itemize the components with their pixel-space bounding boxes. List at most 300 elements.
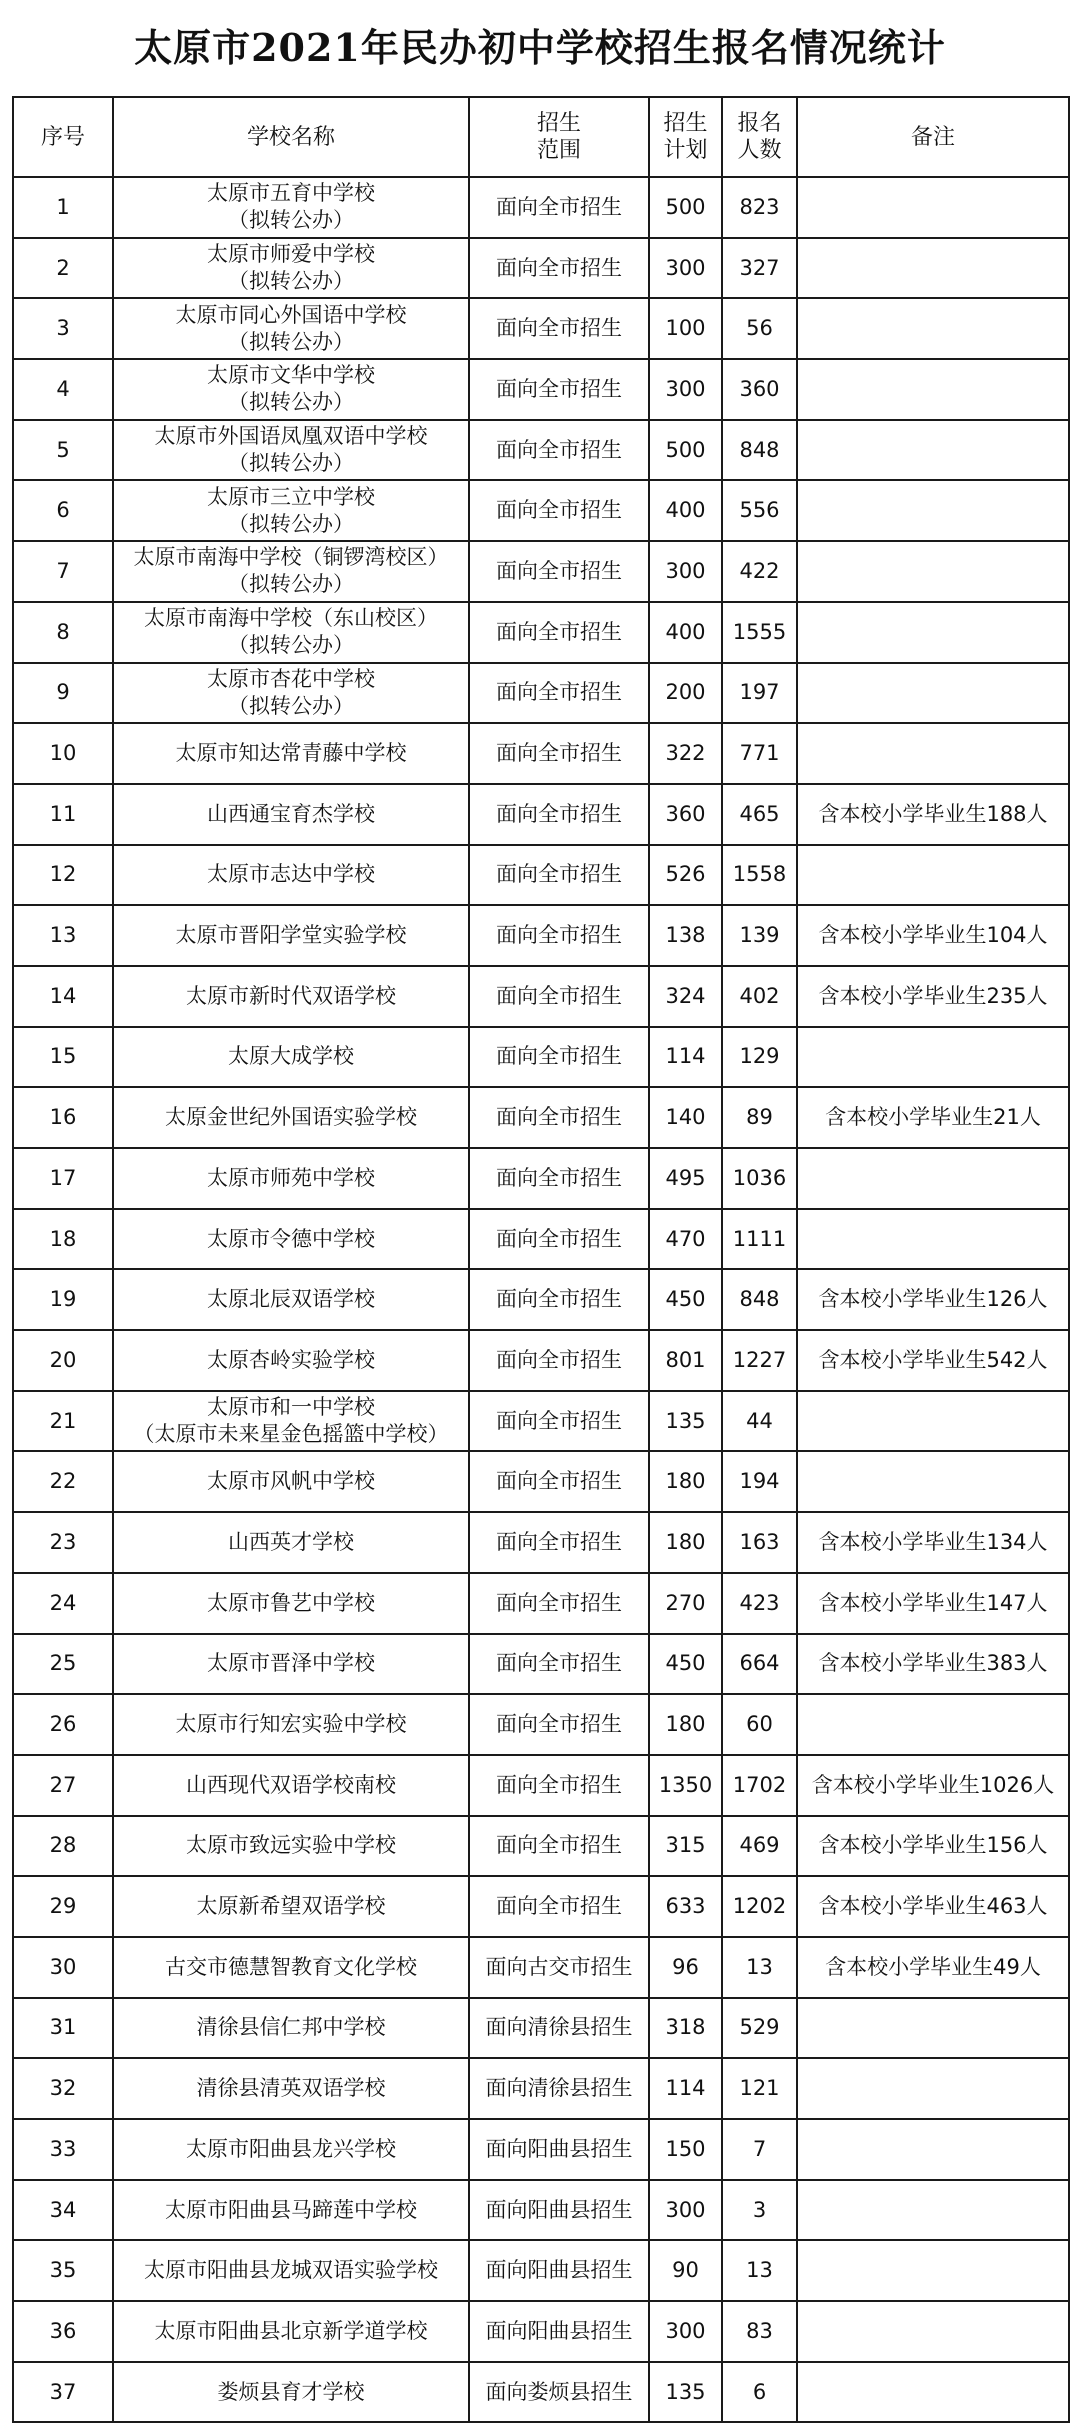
row-range: 面向全市招生 (469, 1694, 649, 1755)
table-row (13, 359, 1069, 420)
row-no: 22 (13, 1451, 113, 1512)
row-note: 含本校小学毕业生235人 (797, 966, 1069, 1027)
table-row (13, 1391, 1069, 1452)
row-plan: 324 (649, 966, 722, 1027)
school-name-text: 太原市师爱中学校 (207, 242, 375, 267)
row-plan: 526 (649, 845, 722, 906)
row-count: 89 (722, 1087, 797, 1148)
school-name-text: 太原市阳曲县龙兴学校 (186, 2136, 396, 2161)
row-no: 1 (13, 177, 113, 238)
row-school-name (113, 602, 469, 663)
row-school-name (113, 1937, 469, 1998)
row-school-name (113, 541, 469, 602)
row-range: 面向清徐县招生 (469, 2058, 649, 2119)
row-range: 面向全市招生 (469, 784, 649, 845)
row-no: 18 (13, 1209, 113, 1270)
row-no: 21 (13, 1391, 113, 1452)
row-no: 5 (13, 420, 113, 481)
table-row (13, 1937, 1069, 1998)
table-row (13, 1512, 1069, 1573)
table-row (13, 1087, 1069, 1148)
row-range: 面向全市招生 (469, 602, 649, 663)
row-plan: 801 (649, 1330, 722, 1391)
row-note: 含本校小学毕业生21人 (797, 1087, 1069, 1148)
school-name-text: 太原市和一中学校 (207, 1395, 375, 1420)
row-school-name (113, 480, 469, 541)
row-count: 1558 (722, 845, 797, 906)
header-plan-line-1: 招生 (663, 111, 708, 136)
row-note (797, 238, 1069, 299)
table-row (13, 663, 1069, 724)
row-note (797, 541, 1069, 602)
row-no: 31 (13, 1998, 113, 2059)
row-no: 7 (13, 541, 113, 602)
row-count: 402 (722, 966, 797, 1027)
table-row (13, 966, 1069, 1027)
school-name-text: 山西现代双语学校南校 (186, 1772, 396, 1797)
row-count: 129 (722, 1027, 797, 1088)
row-count: 1202 (722, 1876, 797, 1937)
row-no: 35 (13, 2240, 113, 2301)
row-no: 29 (13, 1876, 113, 1937)
table-row (13, 1998, 1069, 2059)
row-range: 面向阳曲县招生 (469, 2301, 649, 2362)
school-name-text: 太原市鲁艺中学校 (207, 1590, 375, 1615)
row-range: 面向全市招生 (469, 420, 649, 481)
row-note: 含本校小学毕业生49人 (797, 1937, 1069, 1998)
row-range: 面向全市招生 (469, 1391, 649, 1452)
row-range: 面向阳曲县招生 (469, 2180, 649, 2241)
table-row (13, 1330, 1069, 1391)
row-count: 823 (722, 177, 797, 238)
row-plan: 400 (649, 480, 722, 541)
row-school-name (113, 1330, 469, 1391)
table-row (13, 1269, 1069, 1330)
table-row (13, 298, 1069, 359)
row-school-name (113, 1512, 469, 1573)
row-no: 11 (13, 784, 113, 845)
row-note: 含本校小学毕业生463人 (797, 1876, 1069, 1937)
school-name-text: 太原市令德中学校 (207, 1226, 375, 1251)
row-range: 面向全市招生 (469, 1148, 649, 1209)
school-name-text: 太原市南海中学校（铜锣湾校区） (133, 545, 449, 570)
row-plan: 470 (649, 1209, 722, 1270)
row-school-name (113, 1391, 469, 1452)
row-range: 面向全市招生 (469, 1027, 649, 1088)
row-note (797, 480, 1069, 541)
row-no: 12 (13, 845, 113, 906)
row-range: 面向阳曲县招生 (469, 2119, 649, 2180)
row-plan: 150 (649, 2119, 722, 2180)
table-row (13, 905, 1069, 966)
table-row (13, 177, 1069, 238)
school-name-text: 太原金世纪外国语实验学校 (165, 1105, 417, 1130)
row-plan: 300 (649, 359, 722, 420)
row-range: 面向全市招生 (469, 1573, 649, 1634)
row-note: 含本校小学毕业生156人 (797, 1816, 1069, 1877)
row-school-name (113, 2240, 469, 2301)
row-count: 360 (722, 359, 797, 420)
row-note (797, 723, 1069, 784)
school-name-text: 太原北辰双语学校 (207, 1287, 375, 1312)
row-no: 8 (13, 602, 113, 663)
table-row (13, 1027, 1069, 1088)
row-range: 面向全市招生 (469, 1209, 649, 1270)
school-name-text: 太原市阳曲县北京新学道学校 (154, 2318, 428, 2343)
row-no: 25 (13, 1634, 113, 1695)
row-count: 7 (722, 2119, 797, 2180)
row-note (797, 1451, 1069, 1512)
row-range: 面向全市招生 (469, 541, 649, 602)
row-plan: 140 (649, 1087, 722, 1148)
row-school-name (113, 905, 469, 966)
row-count: 60 (722, 1694, 797, 1755)
row-school-name (113, 845, 469, 906)
row-note (797, 2058, 1069, 2119)
row-no: 16 (13, 1087, 113, 1148)
header-plan-line-2: 计划 (663, 138, 708, 163)
row-school-name (113, 420, 469, 481)
row-note (797, 845, 1069, 906)
row-note (797, 1391, 1069, 1452)
school-name-text: 太原市晋泽中学校 (207, 1651, 375, 1676)
row-count: 6 (722, 2362, 797, 2423)
row-count: 664 (722, 1634, 797, 1695)
row-no: 26 (13, 1694, 113, 1755)
row-plan: 500 (649, 420, 722, 481)
header-count-line-1: 报名 (737, 111, 782, 136)
row-no: 9 (13, 663, 113, 724)
table-row (13, 1634, 1069, 1695)
row-range: 面向全市招生 (469, 1512, 649, 1573)
school-name-text: 太原市三立中学校 (207, 484, 375, 509)
school-name-text: 太原市杏花中学校 (207, 666, 375, 691)
row-note (797, 1209, 1069, 1270)
school-name-text: 太原市阳曲县马蹄莲中学校 (165, 2197, 417, 2222)
row-count: 1702 (722, 1755, 797, 1816)
row-plan: 318 (649, 1998, 722, 2059)
row-no: 37 (13, 2362, 113, 2423)
row-plan: 495 (649, 1148, 722, 1209)
row-note (797, 2301, 1069, 2362)
header-note: 备注 (797, 97, 1069, 177)
table-row (13, 1209, 1069, 1270)
row-count: 423 (722, 1573, 797, 1634)
row-note (797, 2119, 1069, 2180)
table-row (13, 2301, 1069, 2362)
school-name-subtitle: （拟转公办） (228, 511, 354, 536)
row-no: 27 (13, 1755, 113, 1816)
school-name-subtitle: （拟转公办） (228, 390, 354, 415)
row-school-name (113, 1634, 469, 1695)
row-note (797, 2180, 1069, 2241)
row-count: 1555 (722, 602, 797, 663)
row-school-name (113, 1269, 469, 1330)
row-count: 848 (722, 420, 797, 481)
row-school-name (113, 1573, 469, 1634)
row-range: 面向全市招生 (469, 1634, 649, 1695)
row-school-name (113, 1209, 469, 1270)
row-count: 1036 (722, 1148, 797, 1209)
school-name-text: 太原市风帆中学校 (207, 1469, 375, 1494)
row-count: 771 (722, 723, 797, 784)
school-name-text: 太原市文华中学校 (207, 363, 375, 388)
row-count: 83 (722, 2301, 797, 2362)
school-name-subtitle: （拟转公办） (228, 451, 354, 476)
header-school-name: 学校名称 (113, 97, 469, 177)
row-no: 19 (13, 1269, 113, 1330)
row-count: 556 (722, 480, 797, 541)
row-range: 面向全市招生 (469, 238, 649, 299)
row-school-name (113, 2119, 469, 2180)
row-note: 含本校小学毕业生188人 (797, 784, 1069, 845)
school-name-text: 清徐县清英双语学校 (196, 2076, 386, 2101)
table-row (13, 1876, 1069, 1937)
row-range: 面向娄烦县招生 (469, 2362, 649, 2423)
page-title: 太原市2021年民办初中学校招生报名情况统计 (134, 25, 946, 70)
row-no: 2 (13, 238, 113, 299)
table-row (13, 420, 1069, 481)
row-range: 面向阳曲县招生 (469, 2240, 649, 2301)
row-range: 面向全市招生 (469, 723, 649, 784)
row-plan: 96 (649, 1937, 722, 1998)
row-range: 面向全市招生 (469, 1755, 649, 1816)
row-school-name (113, 1876, 469, 1937)
row-count: 56 (722, 298, 797, 359)
row-school-name (113, 1816, 469, 1877)
row-plan: 300 (649, 2301, 722, 2362)
row-count: 121 (722, 2058, 797, 2119)
table-row (13, 1451, 1069, 1512)
row-note (797, 663, 1069, 724)
row-school-name (113, 723, 469, 784)
row-school-name (113, 2362, 469, 2423)
row-school-name (113, 966, 469, 1027)
row-plan: 450 (649, 1269, 722, 1330)
row-note: 含本校小学毕业生383人 (797, 1634, 1069, 1695)
row-count: 139 (722, 905, 797, 966)
school-name-subtitle: （拟转公办） (228, 269, 354, 294)
row-range: 面向清徐县招生 (469, 1998, 649, 2059)
school-name-text: 太原市同心外国语中学校 (175, 302, 407, 327)
school-name-text: 太原市师苑中学校 (207, 1165, 375, 1190)
school-name-text: 太原市五育中学校 (207, 181, 375, 206)
school-name-subtitle: （拟转公办） (228, 208, 354, 233)
row-no: 4 (13, 359, 113, 420)
table-row (13, 238, 1069, 299)
row-note: 含本校小学毕业生147人 (797, 1573, 1069, 1634)
row-note (797, 359, 1069, 420)
header-no: 序号 (13, 97, 113, 177)
row-no: 24 (13, 1573, 113, 1634)
header-plan (649, 97, 722, 177)
row-note: 含本校小学毕业生542人 (797, 1330, 1069, 1391)
row-plan: 100 (649, 298, 722, 359)
row-count: 1227 (722, 1330, 797, 1391)
header-range-line-1: 招生 (536, 111, 581, 136)
row-plan: 1350 (649, 1755, 722, 1816)
table-row (13, 1573, 1069, 1634)
row-note (797, 1027, 1069, 1088)
row-school-name (113, 784, 469, 845)
school-name-subtitle: （太原市未来星金色摇篮中学校） (133, 1422, 449, 1447)
row-school-name (113, 1451, 469, 1512)
row-note: 含本校小学毕业生134人 (797, 1512, 1069, 1573)
row-note: 含本校小学毕业生126人 (797, 1269, 1069, 1330)
row-plan: 400 (649, 602, 722, 663)
row-plan: 270 (649, 1573, 722, 1634)
row-count: 163 (722, 1512, 797, 1573)
row-range: 面向全市招生 (469, 177, 649, 238)
row-range: 面向全市招生 (469, 966, 649, 1027)
row-plan: 90 (649, 2240, 722, 2301)
row-count: 197 (722, 663, 797, 724)
row-school-name (113, 1087, 469, 1148)
row-no: 28 (13, 1816, 113, 1877)
row-school-name (113, 359, 469, 420)
header-range-line-2: 范围 (536, 138, 581, 163)
row-no: 33 (13, 2119, 113, 2180)
row-range: 面向全市招生 (469, 1876, 649, 1937)
row-note (797, 1998, 1069, 2059)
row-range: 面向全市招生 (469, 1269, 649, 1330)
table-row (13, 723, 1069, 784)
school-name-text: 太原市新时代双语学校 (186, 983, 396, 1008)
school-name-text: 太原市行知宏实验中学校 (175, 1712, 407, 1737)
row-count: 1111 (722, 1209, 797, 1270)
school-name-text: 太原大成学校 (228, 1044, 354, 1069)
row-no: 15 (13, 1027, 113, 1088)
table-row (13, 1816, 1069, 1877)
row-plan: 300 (649, 2180, 722, 2241)
row-school-name (113, 2058, 469, 2119)
school-name-text: 古交市德慧智教育文化学校 (165, 1954, 417, 1979)
row-school-name (113, 1755, 469, 1816)
row-note (797, 298, 1069, 359)
row-count: 529 (722, 1998, 797, 2059)
table-row (13, 2240, 1069, 2301)
school-name-text: 太原市阳曲县龙城双语实验学校 (144, 2258, 438, 2283)
row-range: 面向全市招生 (469, 298, 649, 359)
school-name-text: 太原杏岭实验学校 (207, 1347, 375, 1372)
row-school-name (113, 298, 469, 359)
table-row (13, 2058, 1069, 2119)
row-plan: 500 (649, 177, 722, 238)
row-note (797, 420, 1069, 481)
table-row (13, 541, 1069, 602)
row-range: 面向全市招生 (469, 845, 649, 906)
row-note (797, 1148, 1069, 1209)
row-range: 面向全市招生 (469, 359, 649, 420)
row-count: 3 (722, 2180, 797, 2241)
row-note (797, 2240, 1069, 2301)
row-plan: 450 (649, 1634, 722, 1695)
row-range: 面向全市招生 (469, 905, 649, 966)
row-no: 17 (13, 1148, 113, 1209)
row-no: 32 (13, 2058, 113, 2119)
row-no: 10 (13, 723, 113, 784)
school-name-text: 太原市晋阳学堂实验学校 (175, 923, 407, 948)
row-plan: 180 (649, 1694, 722, 1755)
table-row (13, 845, 1069, 906)
table-row (13, 480, 1069, 541)
row-range: 面向全市招生 (469, 480, 649, 541)
row-no: 34 (13, 2180, 113, 2241)
school-name-subtitle: （拟转公办） (228, 633, 354, 658)
row-range: 面向全市招生 (469, 1451, 649, 1512)
table-header-row (13, 97, 1069, 177)
row-count: 13 (722, 2240, 797, 2301)
school-name-text: 娄烦县育才学校 (217, 2379, 365, 2404)
row-plan: 360 (649, 784, 722, 845)
school-name-text: 太原市南海中学校（东山校区） (144, 606, 438, 631)
row-school-name (113, 177, 469, 238)
row-plan: 180 (649, 1451, 722, 1512)
row-school-name (113, 1148, 469, 1209)
school-name-subtitle: （拟转公办） (228, 693, 354, 718)
school-name-subtitle: （拟转公办） (228, 329, 354, 354)
row-no: 6 (13, 480, 113, 541)
row-plan: 322 (649, 723, 722, 784)
row-count: 469 (722, 1816, 797, 1877)
table-row (13, 2180, 1069, 2241)
row-no: 20 (13, 1330, 113, 1391)
row-plan: 114 (649, 2058, 722, 2119)
table-row (13, 1694, 1069, 1755)
row-plan: 300 (649, 541, 722, 602)
school-name-text: 太原新希望双语学校 (196, 1894, 386, 1919)
row-count: 465 (722, 784, 797, 845)
row-count: 13 (722, 1937, 797, 1998)
table-row (13, 784, 1069, 845)
row-school-name (113, 2301, 469, 2362)
row-no: 14 (13, 966, 113, 1027)
row-school-name (113, 1027, 469, 1088)
school-name-text: 太原市外国语凤凰双语中学校 (154, 424, 428, 449)
school-name-text: 山西英才学校 (228, 1529, 354, 1554)
row-plan: 138 (649, 905, 722, 966)
row-school-name (113, 663, 469, 724)
row-range: 面向全市招生 (469, 1330, 649, 1391)
table-row (13, 602, 1069, 663)
row-plan: 633 (649, 1876, 722, 1937)
header-range (469, 97, 649, 177)
row-plan: 200 (649, 663, 722, 724)
row-count: 194 (722, 1451, 797, 1512)
row-plan: 315 (649, 1816, 722, 1877)
row-no: 13 (13, 905, 113, 966)
row-note (797, 602, 1069, 663)
school-name-text: 太原市致远实验中学校 (186, 1833, 396, 1858)
row-no: 30 (13, 1937, 113, 1998)
row-school-name (113, 2180, 469, 2241)
row-plan: 135 (649, 1391, 722, 1452)
row-range: 面向全市招生 (469, 663, 649, 724)
row-no: 3 (13, 298, 113, 359)
row-note (797, 177, 1069, 238)
enrollment-table (12, 96, 1070, 2423)
row-no: 36 (13, 2301, 113, 2362)
row-plan: 114 (649, 1027, 722, 1088)
row-school-name (113, 1998, 469, 2059)
row-count: 327 (722, 238, 797, 299)
row-school-name (113, 1694, 469, 1755)
header-count (722, 97, 797, 177)
row-range: 面向全市招生 (469, 1087, 649, 1148)
table-row (13, 2362, 1069, 2423)
school-name-text: 清徐县信仁邦中学校 (196, 2015, 386, 2040)
row-note (797, 2362, 1069, 2423)
